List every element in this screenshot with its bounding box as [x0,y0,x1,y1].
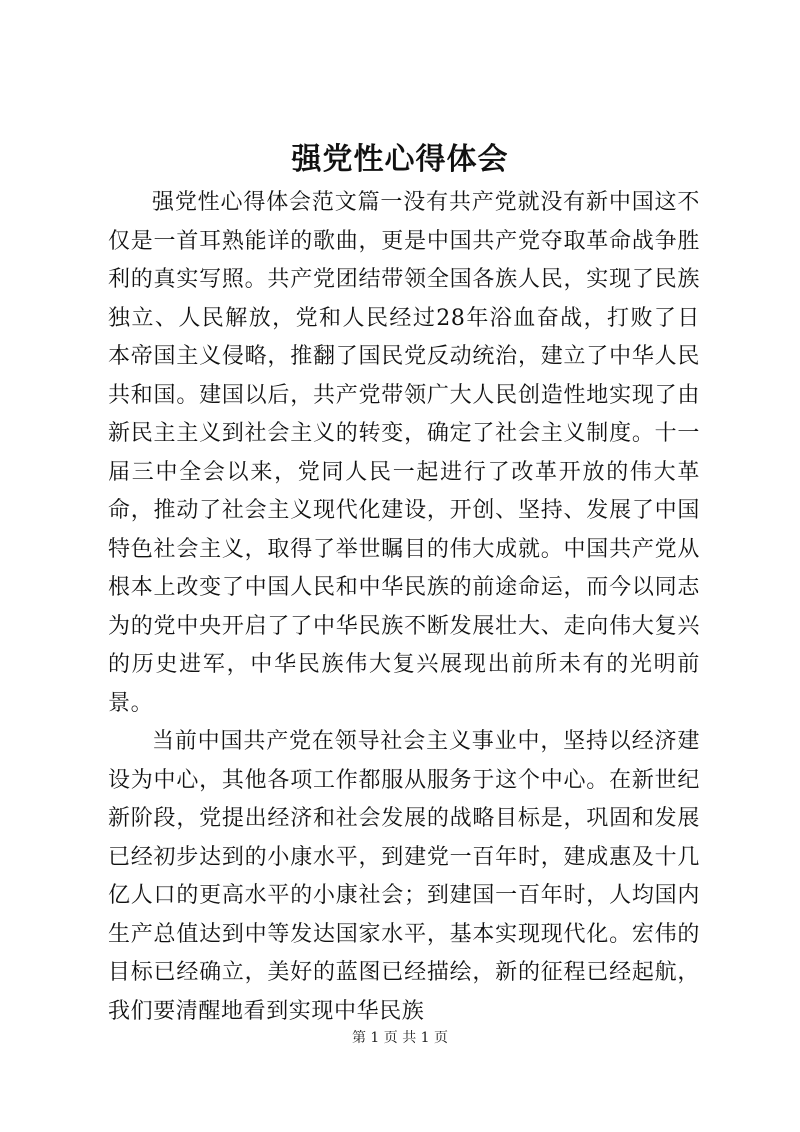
page-number-footer: 第 1 页 共 1 页 [351,1030,449,1046]
document-title: 强党性心得体会 [291,142,509,177]
document-body [108,184,700,1031]
paragraph-1: 强党性心得体会范文篇一没有共产党就没有新中国这不仅是一首耳熟能详的歌曲，更是中国共产党夺取革命战争胜利的真实写照。共产党团结带领全国各族人民，实现了民族独立、人民解放，党和人民经过28年浴血奋战，打败了日本帝国主义侵略，推翻了国民党反动统治，建立了中华人民共和国。建国以后，共产党带领广大人民创造性地实现了由新民主主义到社会主义的转变，确定了社会主义制度。十一届三中全会以来，党同人民一起进行了改革开放的伟大革命，推动了社会主义现代化建设，开创、坚持、发展了中国特色社会主义，取得了举世瞩目的伟大成就。中国共产党从根本上改变了中国人民和中华民族的前途命运，而今以同志为的党中央开启了了中华民族不断发展壮大、走向伟大复兴的历史进军，中华民族伟大复兴展现出前所未有的光明前景。 [108,190,700,716]
paragraph-2: 当前中国共产党在领导社会主义事业中，坚持以经济建设为中心，其他各项工作都服从服务于这个中心。在新世纪新阶段，党提出经济和社会发展的战略目标是，巩固和发展已经初步达到的小康水平，到建党一百年时，建成惠及十几亿人口的更高水平的小康社会；到建国一百年时，人均国内生产总值达到中等发达国家水平，基本实现现代化。宏伟的目标已经确立，美好的蓝图已经描绘，新的征程已经起航，我们要清醒地看到实现中华民族 [108,729,700,1024]
